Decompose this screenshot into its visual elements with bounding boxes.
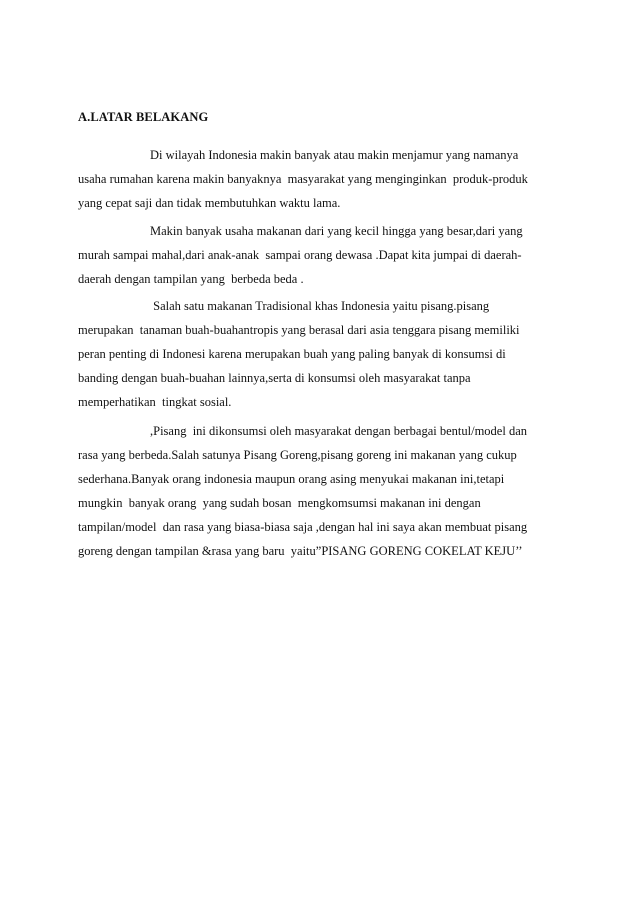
paragraph-3-line-2: merupakan tanaman buah-buahantropis yang berasal dari asia tenggara pisang memiliki (78, 323, 520, 337)
paragraph-1-line-2: usaha rumahan karena makin banyaknya masyarakat yang menginginkan produk-produk (78, 172, 528, 186)
paragraph-1-line-1: Di wilayah Indonesia makin banyak atau makin menjamur yang namanya (150, 148, 519, 162)
paragraph-3-line-3: peran penting di Indonesi karena merupakan buah yang paling banyak di konsumsi di (78, 347, 506, 361)
paragraph-4-line-1: ,Pisang ini dikonsumsi oleh masyarakat dengan berbagai bentul/model dan (150, 424, 528, 438)
paragraph-4-line-3: sederhana.Banyak orang indonesia maupun orang asing menyukai makanan ini,tetapi (78, 472, 505, 486)
paragraph-3-line-4: banding dengan buah-buahan lainnya,serta di konsumsi oleh masyarakat tanpa (78, 371, 471, 385)
paragraph-4-line-2: rasa yang berbeda.Salah satunya Pisang Goreng,pisang goreng ini makanan yang cukup (78, 448, 517, 462)
paragraph-4-line-6: goreng dengan tampilan &rasa yang baru yaitu”PISANG GORENG COKELAT KEJU’’ (78, 544, 523, 558)
paragraph-2-line-1: Makin banyak usaha makanan dari yang kecil hingga yang besar,dari yang (150, 224, 523, 238)
section-heading: A.LATAR BELAKANG (78, 110, 209, 124)
paragraph-3-line-5: memperhatikan tingkat sosial. (78, 395, 232, 409)
paragraph-2-line-3: daerah dengan tampilan yang berbeda beda . (78, 272, 304, 286)
paragraph-3-line-1: Salah satu makanan Tradisional khas Indonesia yaitu pisang.pisang (150, 299, 490, 313)
paragraph-4-line-5: tampilan/model dan rasa yang biasa-biasa saja ,dengan hal ini saya akan membuat pisang (78, 520, 528, 534)
paragraph-4-line-4: mungkin banyak orang yang sudah bosan mengkomsumsi makanan ini dengan (78, 496, 481, 510)
paragraph-1-line-3: yang cepat saji dan tidak membutuhkan waktu lama. (78, 196, 341, 210)
paragraph-2-line-2: murah sampai mahal,dari anak-anak sampai orang dewasa .Dapat kita jumpai di daerah- (78, 248, 522, 262)
